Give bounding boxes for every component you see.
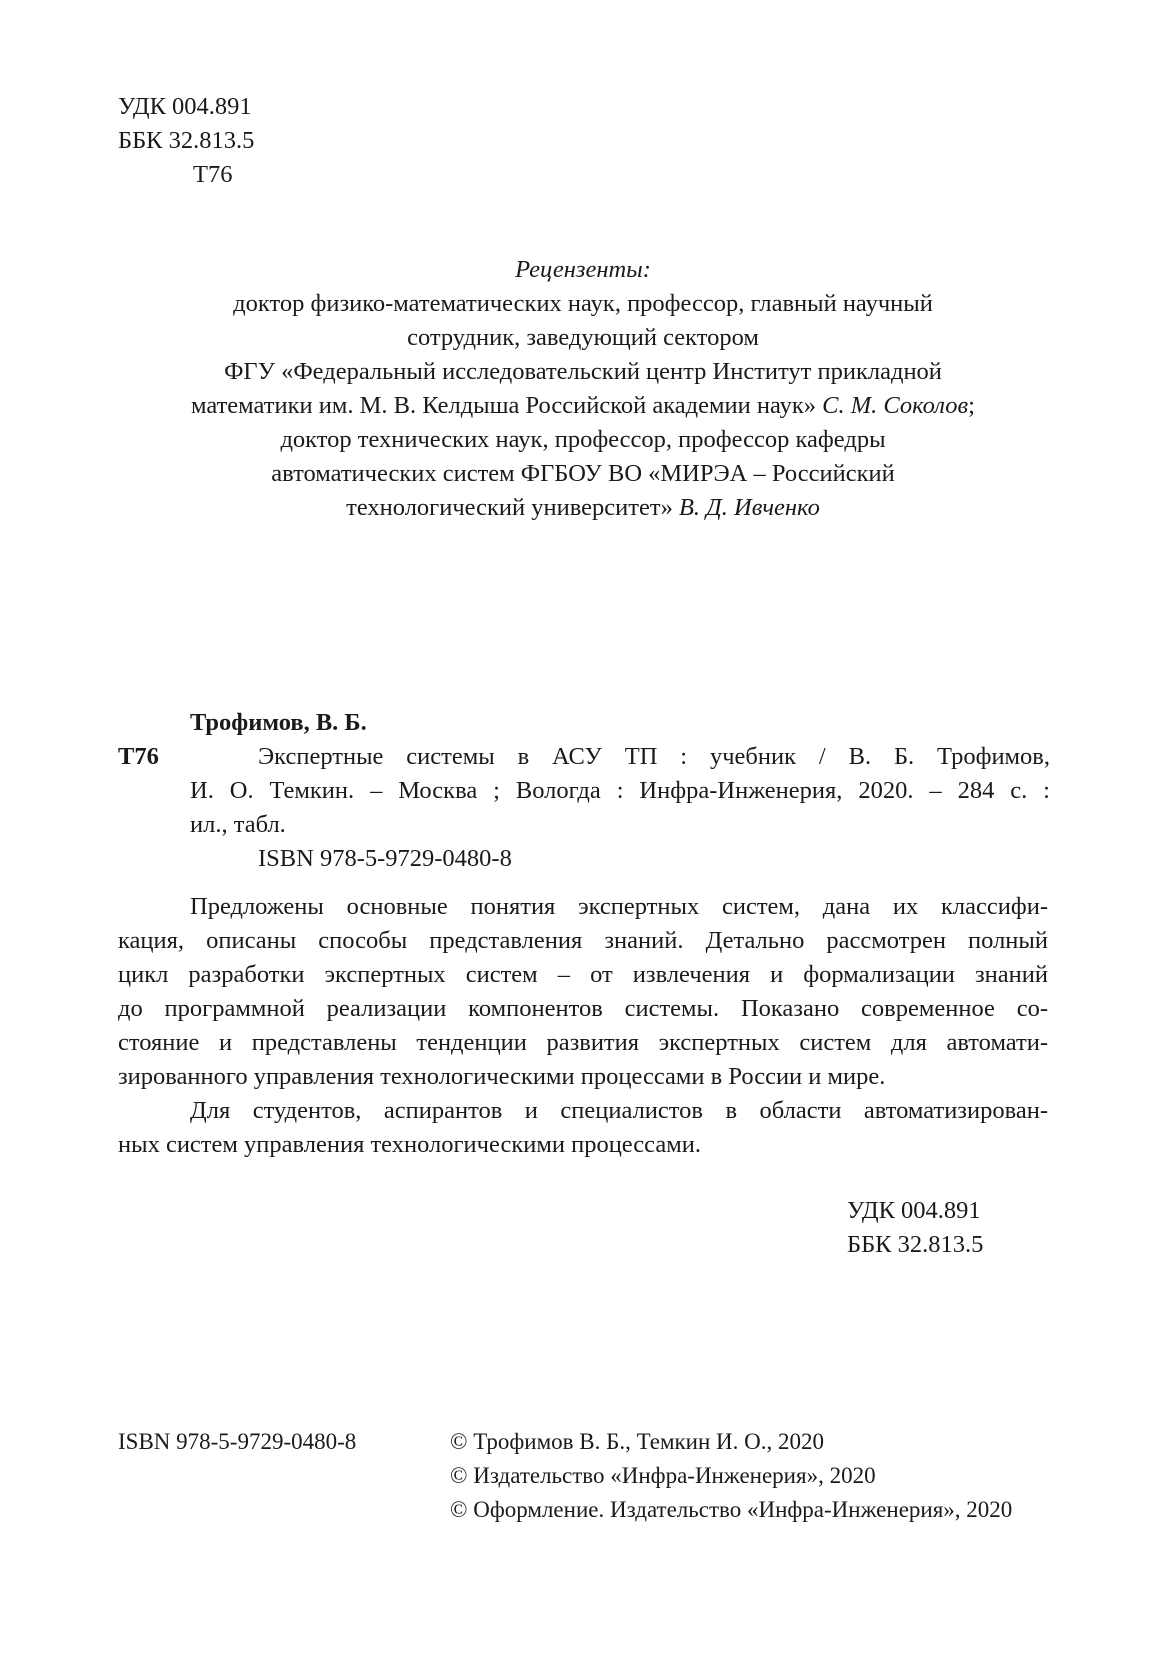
annotation-line: зированного управления технологическими процессами в России и мире. — [118, 1063, 886, 1090]
reviewer-line — [118, 389, 1048, 423]
copyright-line: © Оформление. Издательство «Инфра-Инженерия», 2020 — [450, 1497, 1013, 1522]
reviewer-separator: ; — [968, 392, 975, 419]
reviewer-name: С. М. Соколов — [822, 392, 969, 419]
reviewer-affiliation: технологический университет» — [346, 494, 673, 521]
annotation-line: Для студентов, аспирантов и специалистов в области автоматизирован- — [190, 1097, 1048, 1124]
record-isbn: ISBN 978-5-9729-0480-8 — [258, 845, 512, 872]
reviewer-line — [118, 491, 1048, 525]
copyright-line: © Издательство «Инфра-Инженерия», 2020 — [450, 1463, 876, 1488]
reviewer-line: ФГУ «Федеральный исследовательский центр Институт прикладной — [224, 358, 942, 385]
annotation-line: ных систем управления технологическими процессами. — [118, 1131, 701, 1158]
bbk-code: ББК 32.813.5 — [118, 127, 255, 154]
udc-code: УДК 004.891 — [847, 1197, 981, 1224]
reviewer-line: доктор физико-математических наук, профессор, главный научный — [233, 290, 933, 317]
annotation — [118, 890, 1048, 1162]
reviewers-heading: Рецензенты: — [515, 256, 651, 283]
bbk-code: ББК 32.813.5 — [847, 1231, 984, 1258]
annotation-line: стояние и представлены тенденции развития экспертных систем для автомати- — [118, 1029, 1048, 1056]
record-author-mark: Т76 — [118, 743, 159, 770]
reviewer-line: автоматических систем ФГБОУ ВО «МИРЭА – Российский — [271, 460, 895, 487]
bib-line: Экспертные системы в АСУ ТП : учебник / В. Б. Трофимов, — [258, 743, 1050, 770]
annotation-line: цикл разработки экспертных систем – от извлечения и формализации знаний — [118, 961, 1048, 988]
annotation-line: до программной реализации компонентов системы. Показано современное со- — [118, 995, 1048, 1022]
reviewer-line: доктор технических наук, профессор, профессор кафедры — [280, 426, 886, 453]
reviewer-line: сотрудник, заведующий сектором — [407, 324, 759, 351]
annotation-line: Предложены основные понятия экспертных систем, дана их классифи- — [190, 893, 1048, 920]
reviewer-name: В. Д. Ивченко — [678, 494, 820, 521]
reviewers-block — [118, 253, 1048, 525]
udc-code: УДК 004.891 — [118, 93, 252, 120]
annotation-line: кация, описаны способы представления знаний. Детально рассмотрен полный — [118, 927, 1048, 954]
reviewer-affiliation: математики им. М. В. Келдыша Российской академии наук» — [191, 392, 816, 419]
copyright-line: © Трофимов В. Б., Темкин И. О., 2020 — [450, 1429, 825, 1454]
bib-line: ил., табл. — [190, 811, 286, 838]
bib-line: И. О. Темкин. – Москва ; Вологда : Инфра-Инженерия, 2020. – 284 с. : — [190, 777, 1050, 804]
copyright-block — [450, 1425, 1012, 1527]
bibliographic-description — [190, 740, 1050, 842]
record-author: Трофимов, В. Б. — [190, 709, 367, 736]
author-mark: Т76 — [193, 161, 233, 188]
isbn: ISBN 978-5-9729-0480-8 — [118, 1429, 357, 1454]
